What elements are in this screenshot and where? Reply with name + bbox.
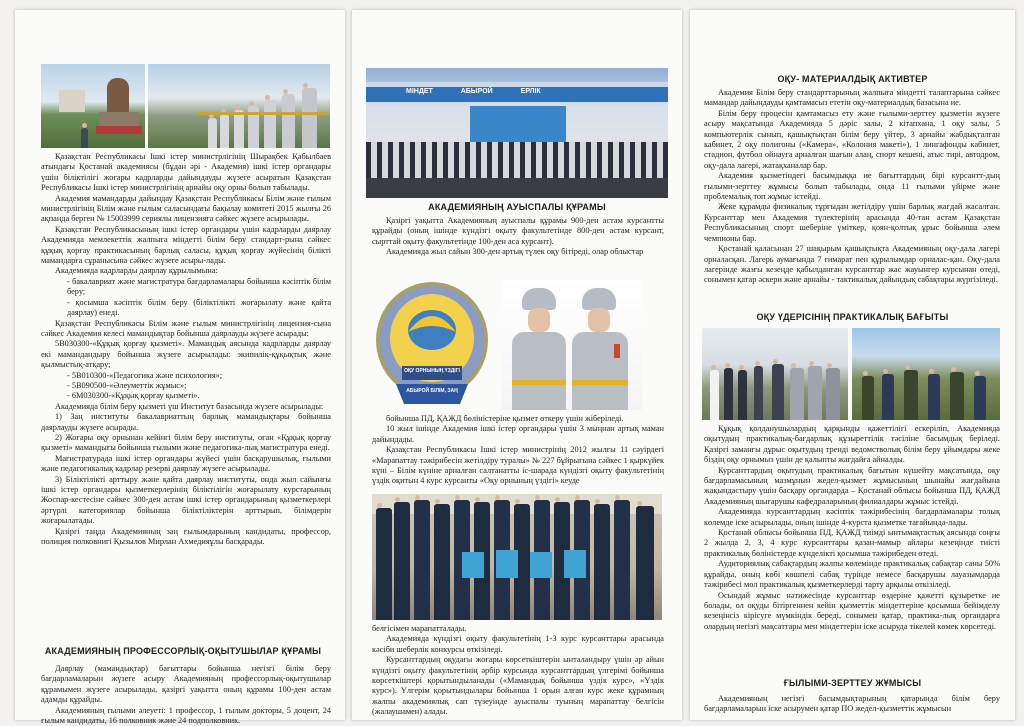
institutes-paragraph: Академияда білім беру қызметі үш Институт базасында жүзеге асырылады: <box>55 401 324 411</box>
internship-paragraph: Академияда курсанттардың кәсіптік тәжірибесінің бағдарламалары толық көлемде іске асырылады, оның ішінде 4-курста қызметке тағайында-лады. <box>704 507 1000 527</box>
faculty-paragraph: Даярлау (мамандықтар) бағыттары бойынша негізгі білім беру бағдарламаларын жүзеге асыру Академияның профессорлық-оқытушылар құрамымен жүзеге асырылады, қазіргі уақытта оның құрамы 100-ден астам адамды құрайды. <box>41 664 331 705</box>
numbered-item: 1) Заң институты бакалавриаттың барлық мамандықтары бойынша даярлауды жүзеге асырады. <box>41 412 331 432</box>
cooperation-paragraph: Қостанай облысы бойынша ПД, ҚАЖД тиімді ынтымақтастық аясында соңғы 2 жылда 2, 3, 4 курс курсанттары қазан-мамыр айлары кезеңінде тиісті практикалық бөліністерде күнделікті қосымша тәжірибеден өтеді. <box>704 528 1000 558</box>
head-paragraph: Қазіргі таңда Академияның заң ғылымдарының кандидаты, профессор, полиция полковнигі Қызылов Мирлан Ахмедияұлы басқарады. <box>41 526 331 547</box>
list-item: - бакалавриат және магистратура бағдарламалары бойынша кәсіптік білім беру; <box>67 276 331 297</box>
building-sign-word: МІНДЕТ <box>406 88 433 95</box>
brochure-panel-middle <box>352 10 682 720</box>
building-sign-word: ЕРЛІК <box>520 88 541 95</box>
practical-classes-paragraph: Аудиториялық сабақтардың жалпы көлемінде практикалық сабақтар саны 50% құрайды, оның көбі көшпелі сабақ түрінде немесе басқарушы лауазымдарда тәжірибесі мол практикалық қызметкерлерді тарту арқылы өткізіледі. <box>704 559 1000 590</box>
riot-training-photo <box>702 328 848 420</box>
faculty-heading: АКАДЕМИЯНЫҢ ПРОФЕССОРЛЫҚ-ОҚЫТУШЫЛАР ҚҰРАМЫ <box>44 646 322 656</box>
list-item: - қосымша кәсіптік білім беру (біліктілікті жоғарылату және қайта даярлау) енеді. <box>67 297 331 318</box>
panel2-bottom-text <box>372 624 664 718</box>
best-student-badge <box>372 280 492 410</box>
standards-paragraph: Академия Білім беру стандарттарының жалпыға міндетті талаптарына сәйкес мамандар дайындауды қамтамасыз ететін оқу-материалдық базасына ие. <box>704 88 1000 108</box>
panel2-top-text <box>372 216 664 258</box>
specialties-paragraph: Қазақстан Республикасы Білім және ғылым министрлігінің лицензия-сына сәйкес Академия келесі мамандықтар бойынша даярлауды жүзеге асырады: <box>41 318 331 338</box>
license-paragraph: Академия мамандарды дайындау Қазақстан Республикасы Білім және ғылым министрлігінің Білім және ғылым саласындағы бақылау комитеті 2015 жылғы 26 ақпанда берген № 15003999 сериялы лицензияға сәйкес жүзеге асырылады. <box>41 193 331 224</box>
graduates-paragraph: Академияда жыл сайын 300-ден артық түлек оқу бітіреді, олар облыстар <box>386 247 644 257</box>
branches-paragraph: Курсанттардың оқытудың практикалық бағытын күшейту мақсатында, оқу бағдарламасының мазмұнын жедел-қызмет жұмысының шынайы жағдайына жақындастыру үшін басқару органдарда – Қостанай облысы бойынша ПД, ҚАЖД Академияның шығарушы кафедраларының филиалдары жұмыс істейді. <box>704 465 1000 506</box>
cadets-lineup-photo <box>148 64 330 148</box>
research-priority-paragraph: Академия қызметіндегі басымдыққа ие бағыттардың бірі курсантт-дың ғылыми-зерттеу жұмысы болып табылады, онда 11 ғылыми үйірме және проблемалық топ жұмыс істейді. <box>704 171 1000 202</box>
field-camp-paragraph: Қостанай қаласынан 27 шақырым қашықтықта Академияның оқу-дала лагері орналасқан. Лагерь аумағында 7 ғимарат пен құрылымдар орналас-қан. Оқу-дала лагерінде жазғы кезеңде қабылданған курсанттар жас жауынгер курсынан өтеді, сонымен қатар әскери және арнайы - тактикалық дайындық сабақтары жүргізіледі. <box>704 244 1000 285</box>
contest-paragraph: Академияда күндізгі оқыту факультетінің 1-3 курс курсанттары арасында кәсіби шеберлік конкурсы өткізіледі. <box>372 634 664 654</box>
badge-ribbon-text: АБЫРОЙ БІЛІМ, ЗАҢ <box>406 388 458 394</box>
list-item: - 5В090500-«Әлеуметтік жұмыс»; <box>67 380 187 390</box>
cadets-flags-group-photo <box>372 494 662 620</box>
numbered-item: 3) Біліктілікті арттыру және қайта даярлау институты, онда жыл сайынғы ішкі істер органдары қызметкерлерінің біліктілігін жоғарылату курстарының Жоспар-кестесіне сәйкес 300-ден астам ішкі істер органдарының қызметкерлері әртүрлі категориялар бойынша біліктіліктерін арттырып, білімдерін жоғарылатады. <box>41 474 331 526</box>
panel2-mid-text <box>372 414 664 487</box>
training-paragraph: Қазақстан Республикасының ішкі істер органдары үшін кадрларды даярлау Академияда мемлекеттік жалпыға міндетті білім беру стандарт-рына сәйкес құқық қорғау практикасының барлық саласы, құқық қорғау жүйесінің білікті мамандарға сұранысына сәйкес жүзеге асыры-лады. <box>41 224 331 266</box>
panel1-faculty-text <box>41 664 331 726</box>
building-sign-word: АБЫРОЙ <box>460 88 493 95</box>
panel3-top-text <box>704 88 1000 286</box>
ten-years-paragraph: 10 жыл ішінде Академия ішкі істер органдары үшін 3 мыңнан артық маман дайындады. <box>372 424 664 444</box>
structure-paragraph: Академияда кадрларды даярлау құрылымына: <box>55 266 218 276</box>
award-paragraph: Қазақстан Республикасы Ішкі істер министрінің 2012 жылғы 11 сәуірдегі «Марапаттау тәжірибесін жетілдіру туралы» № 227 бұйрығына сәйкес 1 қыркүйек күні – Білім күніне арналған салтанатты іс-шарада күндізгі оқыту факультетінің үздік оқитын 4 курс курсанты «Оқу орнының үздігі» кеуде <box>372 445 664 486</box>
two-cadets-photo <box>502 280 642 410</box>
performance-paragraph: Курсанттардың оқудағы жоғары көрсеткіштерін ынталандыру үшін әр айын күндізгі оқыту факультетінің әрбір курсында курсанттардың үлгерімі бойынша көрсеткіштері қорытындыланады («Мамандық бойынша үздік курс», «Үздік курс»). Үлгерім қорытындылары бойынша 1 орын алған курс жеке құрамның жалпы академиялық сап түзеуінде ауыспалы туының марапаттау белгісін (жалаушамен) алады. <box>372 655 664 717</box>
potential-paragraph: Академияның ғылыми әлеуеті: 1 профессор, 1 ғылым докторы, 5 доцент, 24 ғылым кандидаты, 16 полковник және 24 подполковник. <box>41 705 331 726</box>
magistracy-paragraph: Магистратурада ішкі істер органдары жүйесі үшін басқарушылық, ғылыми және педагогикалық кадрлар резерві даярлау жүзеге асырылады. <box>41 453 331 474</box>
cadets-heading: АКАДЕМИЯНЫҢ АУЫСПАЛЫ ҚҰРАМЫ <box>428 202 606 212</box>
brochure-panel-left <box>15 10 345 726</box>
list-item: - 5В010300-«Педагогика және психология»; <box>67 370 223 380</box>
service-paragraph: бойынша ПД, ҚАЖД бөліністеріне қызмет өткеру үшін жіберіледі. <box>386 414 624 423</box>
competence-paragraph: Құқық қолданушылардың қарқынды қажеттілігі ескеріліп, Академияда оқытудың практикалық-бағдарлық құзыреттілік тәсіліне басымдық беріледі. Қазіргі заманғы дұрыс оқытудың тренді ведомстволық білім беру ұйымдары жеке біздің оқу орнымыз үшін де қалыпты жағдайға айналды. <box>704 424 1000 465</box>
sports-paragraph: Жеке құрамды физикалық тұрғыдан жетілдіру үшін барлық жағдай жасалған. Курсанттар мен Академия түлектерінің арасында 40-тан астам Қазақстан Республикасының спорт шеберіне үміткер, қоян-қолтық ұрыс бойынша әлем чемпионы бар. <box>704 202 1000 243</box>
panel1-body-text <box>41 152 331 547</box>
field-exercise-photo <box>852 328 1000 420</box>
academy-group-photo <box>366 68 668 198</box>
research-heading: ҒЫЛЫМИ-ЗЕРТТЕУ ЖҰМЫСЫ <box>783 678 922 688</box>
result-paragraph: Осындай жұмыс нәтижесінде курсанттар өздеріне қажетті құзыретке ие болады, ол оқуды бітіргеннен кейін қызметтік міндеттеріне қосымша бейімделу кезеңінсіз кірісуге мүмкіндік береді, сонымен қатар, практика-лық органдарға олардың негізгі мақсаттары мен міндеттерін іске асыруда тікелей көмек көрсетеді. <box>704 590 1000 631</box>
brochure-panel-right <box>690 10 1015 720</box>
cadets-count-paragraph: Қазіргі уақытта Академияның ауыспалы құрамы 900-ден астам курсантты құрайды (оның ішінде күндізгі оқыту факультетінде 800-ден астам курсант, сырттай оқыту факультетінде 100-ден аса курсант). <box>372 216 664 246</box>
monument-ceremony-photo <box>41 64 145 148</box>
specialty-paragraph: 5В030300-«Құқық қорғау қызметі». Мамандық аясында кадрларды даярлау екі мамандандыру бойынша жүзеге асырылады: экипилік-құқықтық және қылмыстық-атқару; <box>41 339 331 370</box>
intro-paragraph: Қазақстан Республикасы Ішкі істер министрлігінің Шырақбек Қабылбаев атындағы Қостанай академиясы (бұдан әрі - Академия) ішкі істер органдары үшін біліктілігі жоғары кадрларды дайындауды жүзеге асыратын Қазақстан Республикасы Ішкі істер министрлігінің арнайы оқу орны болып табылады. <box>41 152 331 193</box>
panel3-practice-text <box>704 424 1000 632</box>
list-item: - 6М030300-«Құқық қорғау қызметі». <box>67 391 200 401</box>
assets-heading: ОҚУ- МАТЕРИАЛДЫҚ АКТИВТЕР <box>777 74 928 84</box>
panel3-research-text <box>704 694 1000 715</box>
award-continuation: белгісімен марапатталады. <box>372 624 467 633</box>
numbered-item: 2) Жоғары оқу орнынан кейінгі білім беру институты, оған «Құқық қорғау қызметі» мамандығы бойынша ғылыми және педагогика-лық магистратура енеді. <box>41 432 331 453</box>
badge-top-text: ОҚУ ОРНЫНЫҢ ҮЗДІГІ <box>404 368 460 374</box>
practical-direction-heading: ОҚУ ҮДЕРІСІНІҢ ПРАКТИКАЛЫҚ БАҒЫТЫ <box>756 312 949 322</box>
facilities-paragraph: Білім беру процесін қамтамасыз ету және ғылыми-зерттеу қызметін жүзеге асыру мақсатында Академияда 5 дәріс залы, 2 кітапхана, 1 оқу залы, 5 компьютерлік сынып, қашықтықтан білім беру үйтер, 3 арнайы жабдықталған кабинет, 2 оқу полигоны («Камера», «Колония макеті»), 1 лингафонды кабинет, стадион, футбол ойнауға арналған шағын алаң, спорт кешені, атыс тирі, автодром, оқу-дала лагері, жатақханалар бар. <box>704 108 1000 170</box>
research-paragraph: Академияның негізгі басымдықтарының қатарында білім беру бағдарламаларын іске асырумен қатар ПО жедел-қызметтік жұмысын <box>704 694 1000 714</box>
